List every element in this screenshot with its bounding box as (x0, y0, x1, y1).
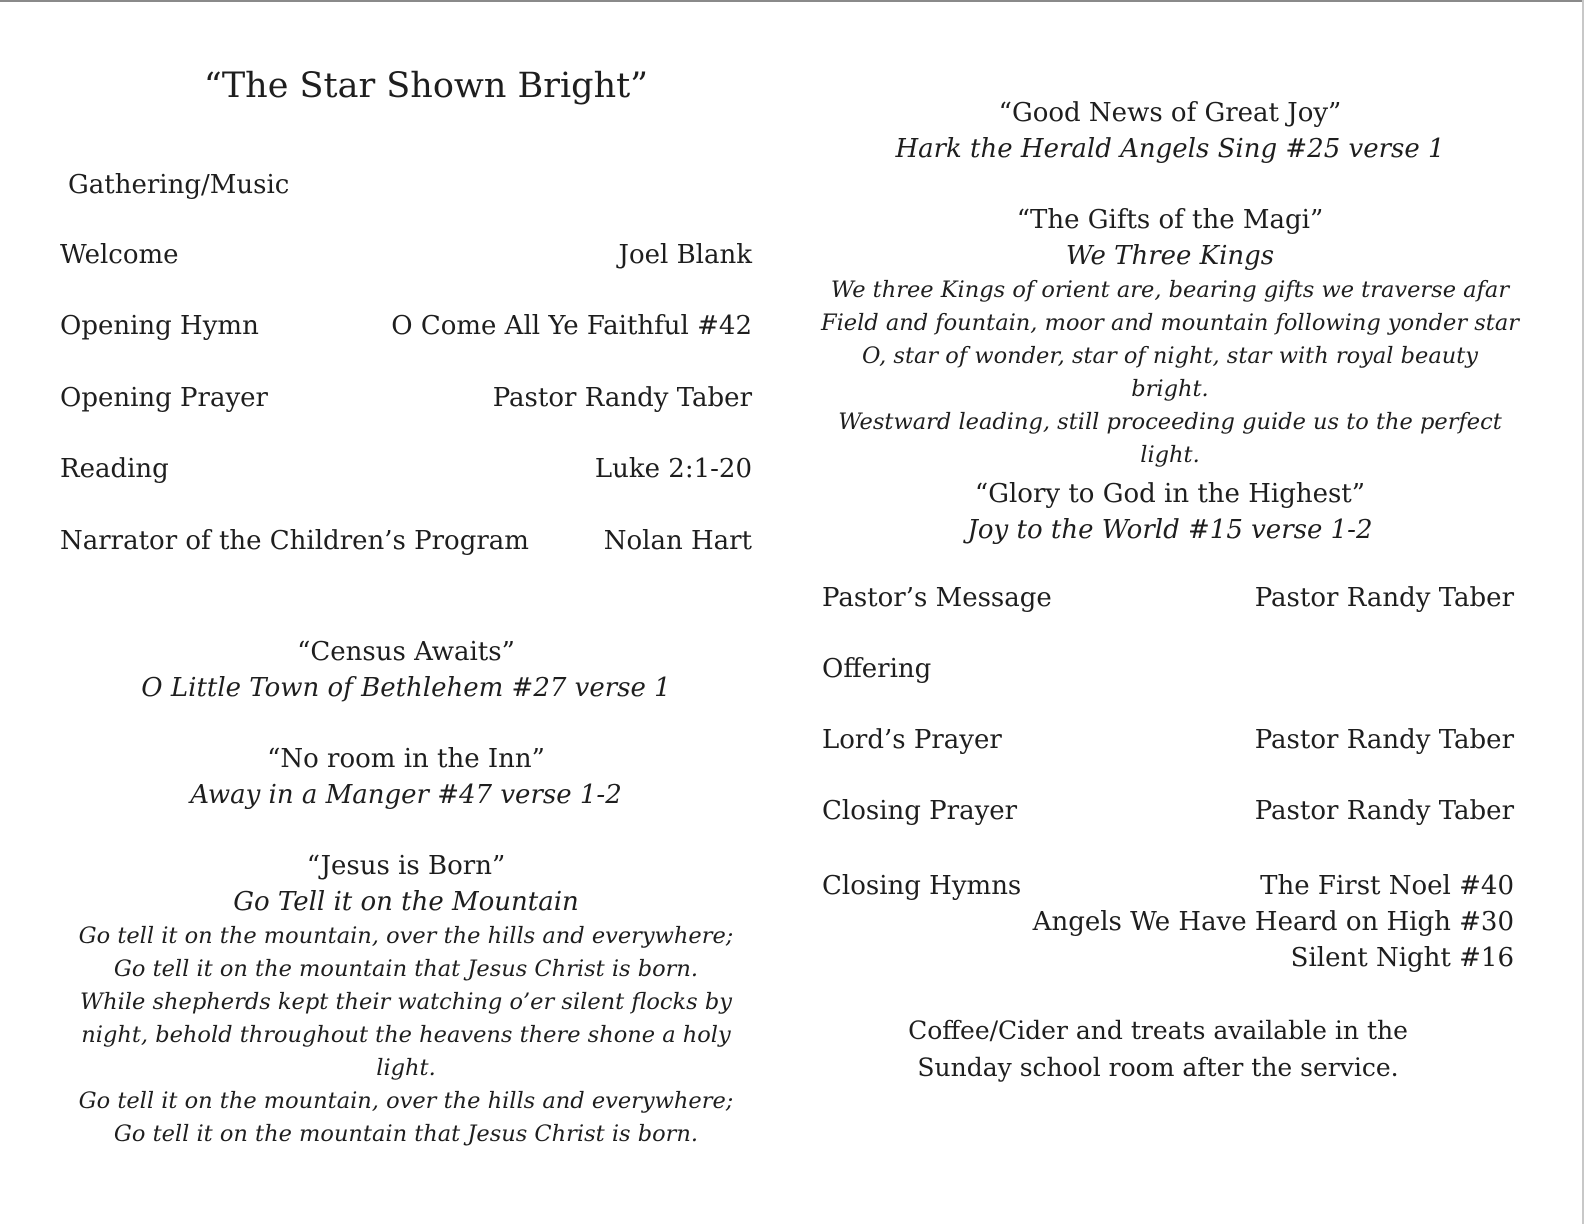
scene-title: “The Gifts of the Magi” (1016, 205, 1324, 235)
refreshments-note (808, 1012, 1508, 1086)
order-row-opening-prayer (60, 383, 752, 413)
closing-item: Closing Prayer (822, 796, 1018, 826)
order-row-opening-hymn (60, 311, 752, 341)
scene-gifts-magi (820, 202, 1520, 472)
scene-title: “Good News of Great Joy” (998, 98, 1342, 128)
right-panel (820, 0, 1520, 1224)
order-row-narrator (60, 526, 752, 556)
scene-jesus-born (56, 848, 756, 1151)
closing-hymn: Silent Night #16 (1290, 943, 1514, 973)
scene-hymn: We Three Kings (1065, 241, 1275, 271)
order-item: Narrator of the Children’s Program (60, 526, 529, 556)
order-leader: O Come All Ye Faithful #42 (391, 311, 752, 341)
lyric-line: Go tell it on the mountain that Jesus Christ is born. (113, 1121, 699, 1147)
order-row-welcome (60, 240, 752, 270)
scene-hymn: Away in a Manger #47 verse 1-2 (190, 780, 622, 810)
scene-title: “Jesus is Born” (306, 851, 506, 881)
lyric-line: Field and fountain, moor and mountain following yonder star (820, 310, 1520, 336)
order-item: Reading (60, 454, 169, 484)
scene-title: “No room in the Inn” (267, 744, 545, 774)
closing-leader: Pastor Randy Taber (1254, 583, 1514, 613)
order-item: Opening Hymn (60, 311, 259, 341)
closing-hymn: Angels We Have Heard on High #30 (1032, 907, 1514, 937)
closing-row-lords-prayer (822, 725, 1514, 755)
closing-hymns-list (1033, 868, 1514, 976)
scene-glory (820, 476, 1520, 548)
scene-good-news (820, 95, 1520, 167)
closing-row-closing-prayer (822, 796, 1514, 826)
note-line: Coffee/Cider and treats available in the (908, 1016, 1408, 1045)
order-leader: Nolan Hart (603, 526, 752, 556)
closing-item: Offering (822, 654, 932, 684)
lyric-line: Westward leading, still proceeding guide us to the perfect (838, 409, 1502, 435)
scene-hymn: Joy to the World #15 verse 1-2 (967, 515, 1373, 545)
lyric-line: night, behold throughout the heavens there shone a holy light. (81, 1022, 731, 1081)
lyric-line: Go tell it on the mountain that Jesus Christ is born. (113, 956, 699, 982)
order-item: Welcome (60, 240, 179, 270)
scene-no-room (56, 741, 756, 813)
order-leader: Luke 2:1-20 (594, 454, 752, 484)
scene-hymn: Go Tell it on the Mountain (233, 887, 579, 917)
closing-item: Lord’s Prayer (822, 725, 1002, 755)
lyric-line: light. (1140, 442, 1200, 468)
order-row-reading (60, 454, 752, 484)
closing-row-offering (822, 654, 1514, 684)
lyric-line: Go tell it on the mountain, over the hills and everywhere; (78, 1088, 734, 1114)
scene-title: “Glory to God in the Highest” (974, 479, 1366, 509)
left-panel (56, 0, 756, 1224)
lyric-line: We three Kings of orient are, bearing gifts we traverse afar (830, 277, 1510, 303)
program-title: “The Star Shown Bright” (203, 66, 649, 106)
closing-leader: Pastor Randy Taber (1254, 725, 1514, 755)
lyric-line: O, star of wonder, star of night, star with royal beauty bright. (861, 343, 1479, 402)
order-leader: Joel Blank (618, 240, 752, 270)
lyric-line: Go tell it on the mountain, over the hills and everywhere; (78, 923, 734, 949)
gathering-label: Gathering/Music (68, 170, 290, 200)
scene-hymn: O Little Town of Bethlehem #27 verse 1 (141, 673, 671, 703)
scene-hymn: Hark the Herald Angels Sing #25 verse 1 (895, 134, 1445, 164)
closing-hymn: The First Noel #40 (1260, 871, 1514, 901)
scene-title: “Census Awaits” (297, 637, 515, 667)
note-line: Sunday school room after the service. (917, 1053, 1399, 1082)
order-leader: Pastor Randy Taber (492, 383, 752, 413)
order-item: Opening Prayer (60, 383, 268, 413)
lyric-line: While shepherds kept their watching o’er silent flocks by (80, 989, 732, 1015)
closing-hymns-label: Closing Hymns (822, 871, 1022, 901)
closing-leader: Pastor Randy Taber (1254, 796, 1514, 826)
closing-item: Pastor’s Message (822, 583, 1052, 613)
closing-row-pastors-message (822, 583, 1514, 613)
scene-census (56, 634, 756, 706)
closing-hymns-row (822, 868, 1514, 976)
